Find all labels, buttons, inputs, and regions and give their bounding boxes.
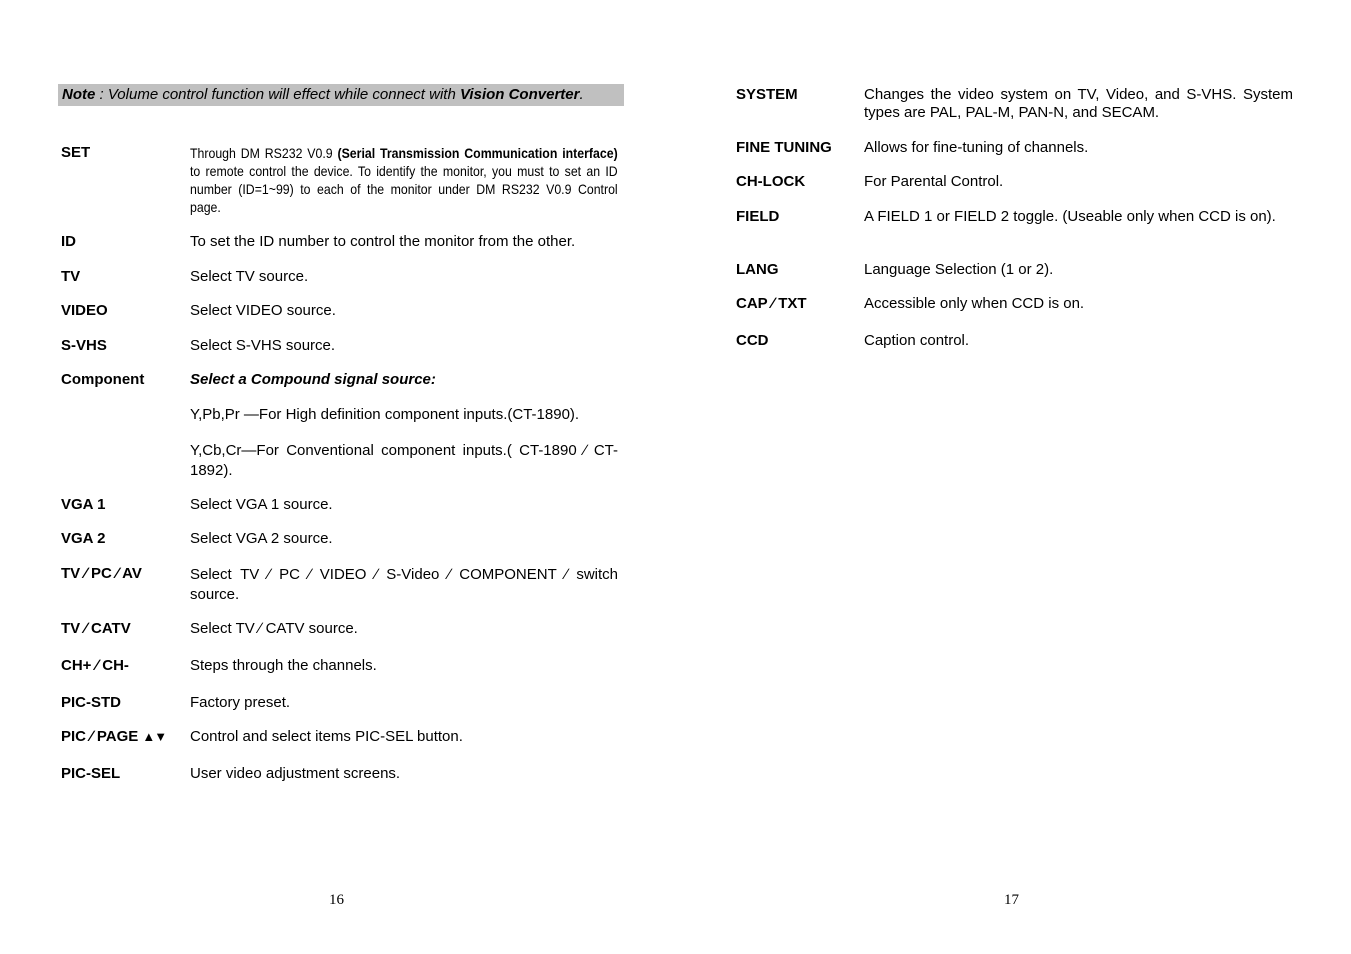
entry-term: PIC-SEL <box>61 765 121 782</box>
set-desc-part1: Through DM RS232 V0.9 <box>190 145 338 161</box>
entry-term: CH-LOCK <box>736 173 806 190</box>
entry-description: Select TV source. <box>190 268 309 285</box>
entry-term: SET <box>61 144 91 161</box>
entry-term: CH+ ∕ CH- <box>61 657 129 674</box>
entry-term: VIDEO <box>61 302 108 319</box>
entry-term: PIC ∕ PAGE <box>61 728 139 745</box>
entry-term: CCD <box>736 332 769 349</box>
entry-description: Allows for fine-tuning of channels. <box>864 139 1089 156</box>
up-down-triangles-icon: ▲▼ <box>142 729 167 744</box>
note-text: Volume control function will effect while connect with <box>107 86 460 103</box>
note-emphasis: Vision Converter <box>459 86 580 103</box>
entry-term: VGA 1 <box>61 496 106 513</box>
entry-description: Select a Compound signal source: <box>190 371 436 388</box>
entry-description: Select TV ∕ PC ∕ VIDEO ∕ S-Video ∕ COMPONENT ∕ switch source. <box>190 566 618 603</box>
entry-term: VGA 2 <box>61 530 106 547</box>
entry-term: SYSTEM <box>736 86 798 103</box>
entry-description: To set the ID number to control the monitor from the other. <box>190 233 576 250</box>
entry-term: PIC-STD <box>61 694 121 711</box>
entry-description: Language Selection (1 or 2). <box>864 261 1054 278</box>
entry-term-group <box>61 728 166 746</box>
entry-term: FIELD <box>736 208 780 225</box>
entry-description <box>190 144 618 216</box>
page-number: 17 <box>1004 892 1019 908</box>
right-page <box>676 0 1351 954</box>
entry-term: TV ∕ CATV <box>61 620 131 637</box>
entry-description: Y,Pb,Pr —For High definition component inputs.(CT-1890). <box>190 406 580 423</box>
entry-term: S-VHS <box>61 337 107 354</box>
entry-description: User video adjustment screens. <box>190 765 401 782</box>
set-desc-part2: to remote control the device. To identify the monitor, you must to set an ID number (ID=1~99) to each of the monitor under DM RS232 V0.9 Control page. <box>190 163 618 215</box>
entry-description: Caption control. <box>864 332 970 349</box>
entry-term: Component <box>61 371 145 388</box>
entry-term: CAP ∕ TXT <box>736 295 807 312</box>
entry-term: TV ∕ PC ∕ AV <box>61 565 142 582</box>
note-box <box>58 84 624 106</box>
entry-term: TV <box>61 268 81 285</box>
note-text-end: . <box>579 86 584 103</box>
entry-description: Select VGA 2 source. <box>190 530 333 547</box>
entry-description: Factory preset. <box>190 694 291 711</box>
entry-term: FINE TUNING <box>736 139 832 156</box>
set-desc-bold: (Serial Transmission Communication interface) <box>337 145 618 161</box>
note-label: Note <box>62 86 96 103</box>
entry-description: Select VGA 1 source. <box>190 496 333 513</box>
entry-description: Control and select items PIC-SEL button. <box>190 728 463 745</box>
entry-description: Changes the video system on TV, Video, and S-VHS. System types are PAL, PAL-M, PAN-N, and SECAM. <box>864 86 1293 121</box>
entry-description: Steps through the channels. <box>190 657 377 674</box>
entry-description: Select S-VHS source. <box>190 337 336 354</box>
entry-description: Accessible only when CCD is on. <box>864 295 1085 312</box>
page-number: 16 <box>329 892 344 908</box>
entry-description: Y,Cb,Cr—For Conventional component inputs.( CT-1890 ∕ CT-1892). <box>190 442 618 479</box>
entry-description: Select TV ∕ CATV source. <box>190 620 358 637</box>
note-colon: : <box>95 86 108 103</box>
entry-term: LANG <box>736 261 779 278</box>
entry-term: ID <box>61 233 76 250</box>
entry-description: A FIELD 1 or FIELD 2 toggle. (Useable only when CCD is on). <box>864 208 1276 225</box>
entry-description: Select VIDEO source. <box>190 302 336 319</box>
entry-description: For Parental Control. <box>864 173 1004 190</box>
